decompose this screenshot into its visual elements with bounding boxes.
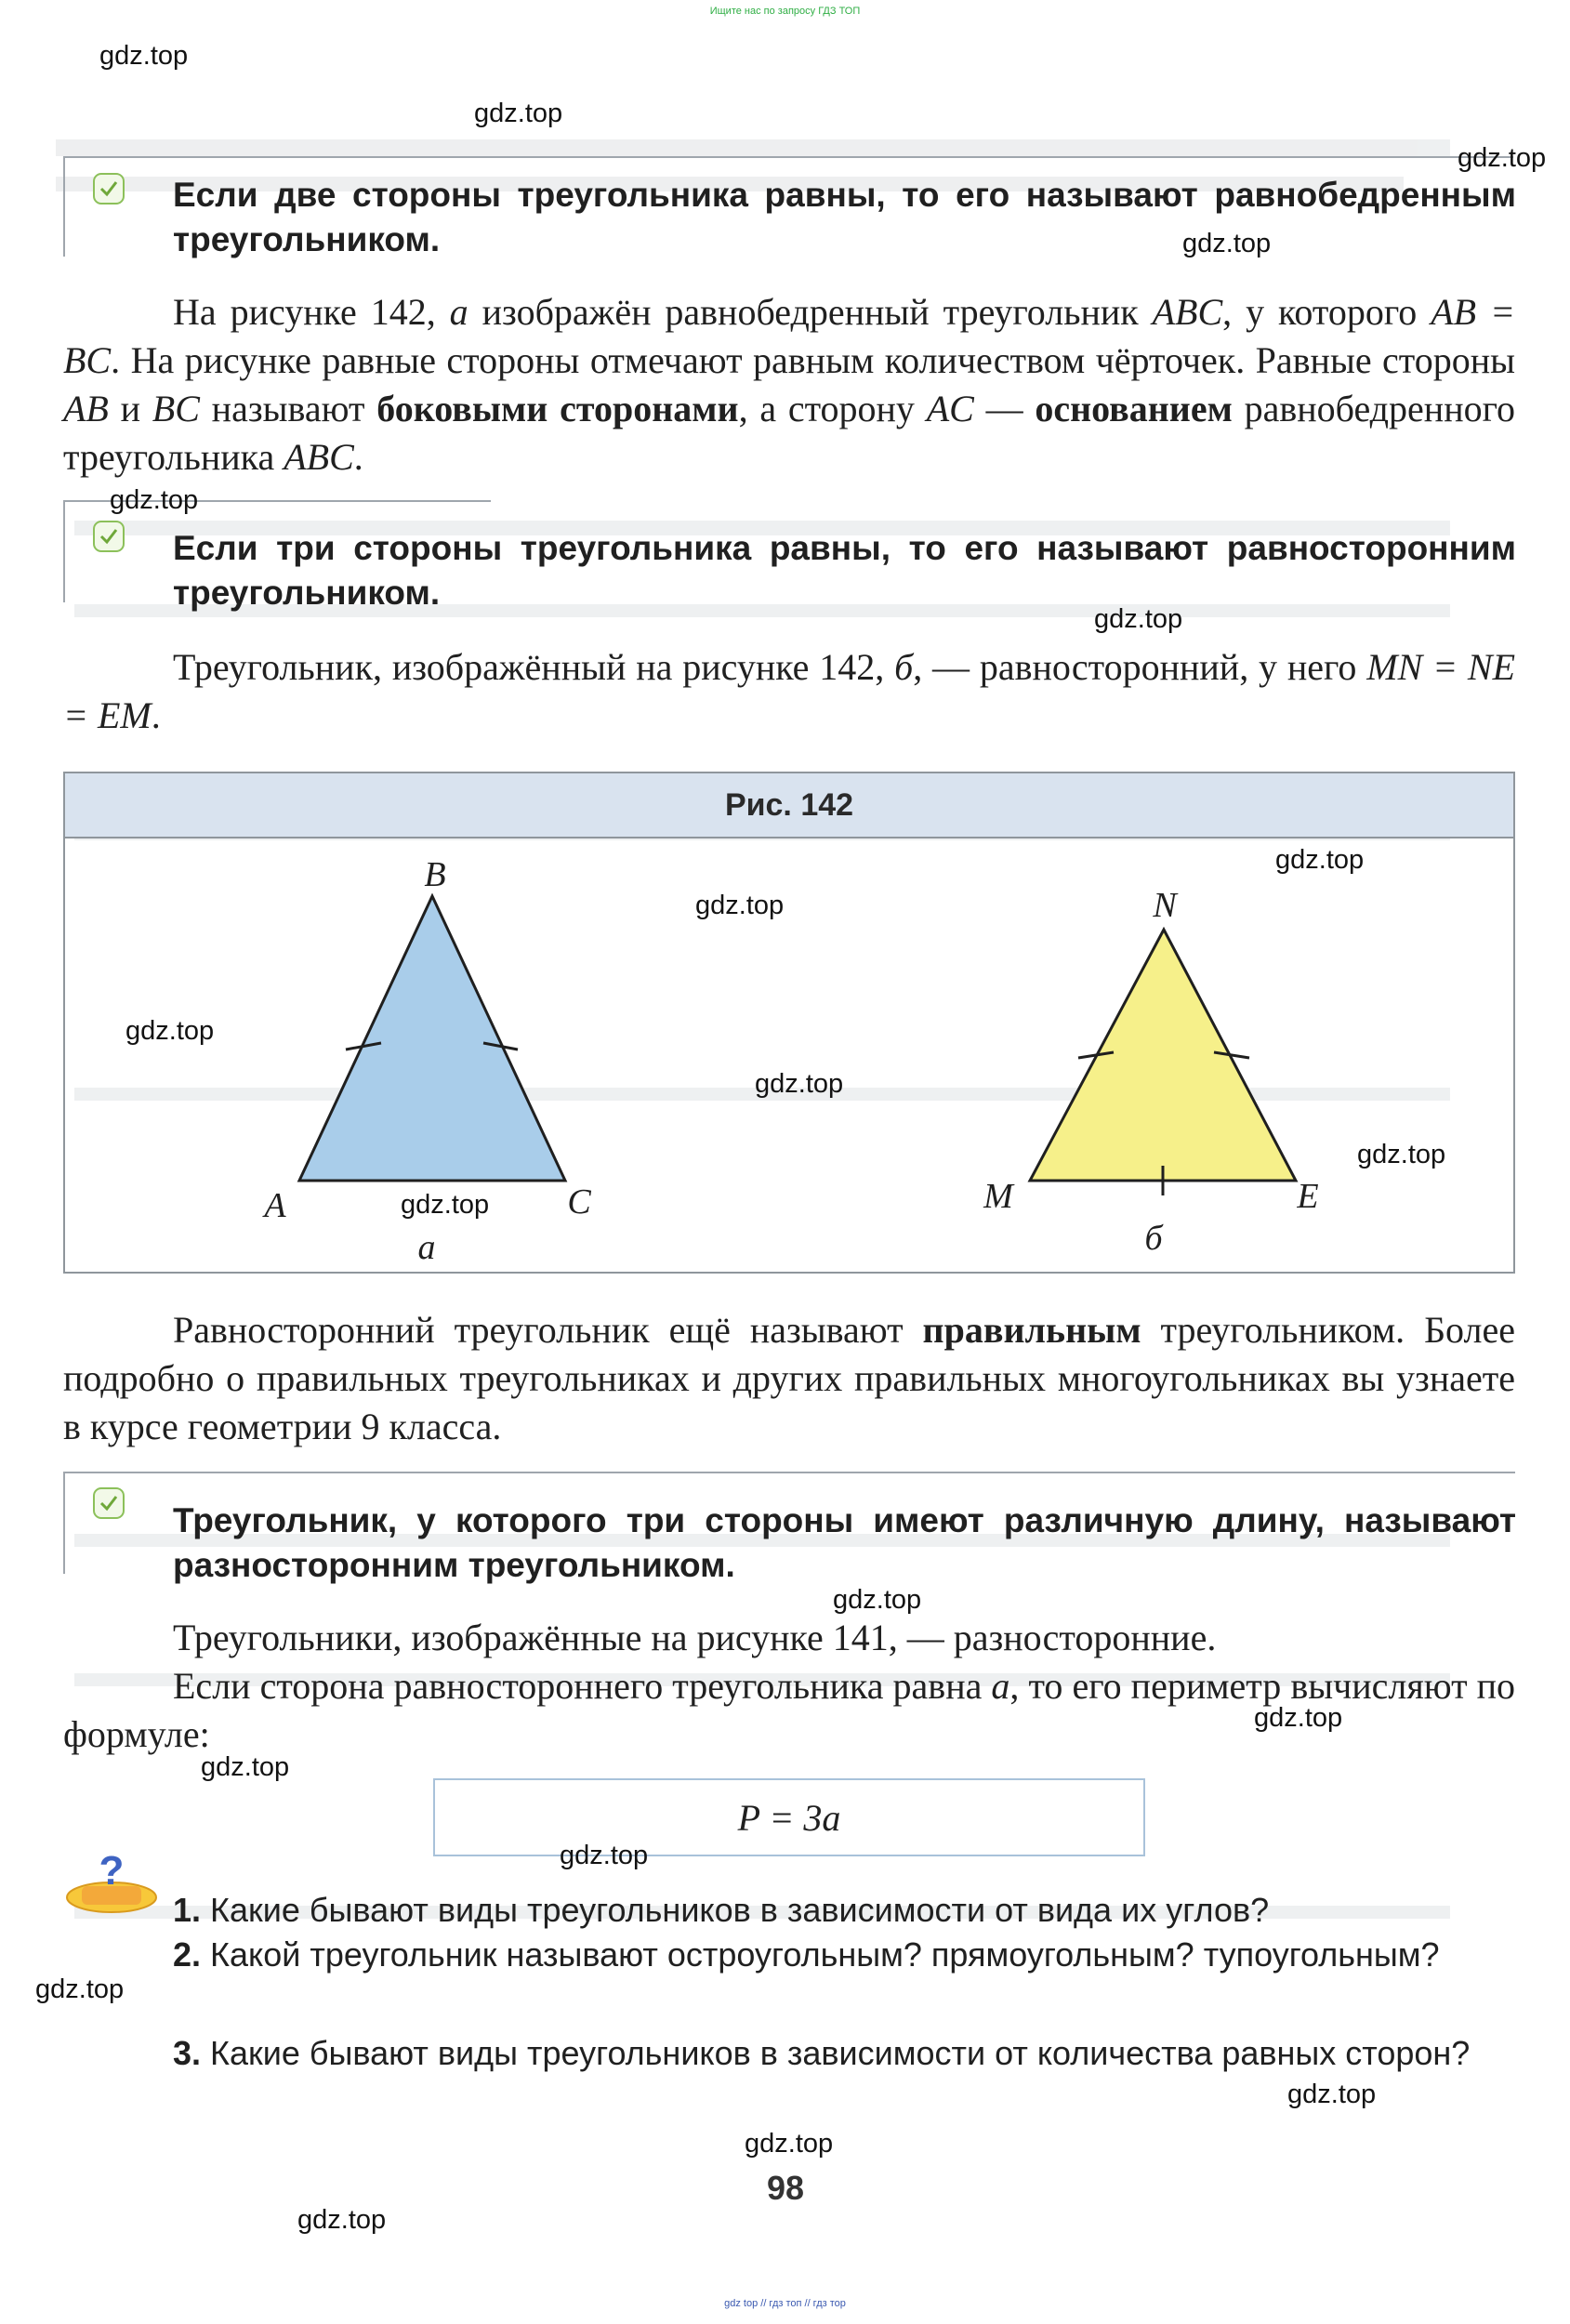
definition-isosceles: Если две стороны треугольника равны, то его называют равнобедренным треугольником.	[173, 176, 1516, 258]
paragraph-regular-triangle: Равносторонний треугольник ещё называют правильным треугольником. Более подробно о правильных треугольниках и других правильных многоугольниках вы узнаете в курсе геометрии 9 класса.	[63, 1309, 1515, 1447]
definition-rule	[63, 156, 1513, 158]
watermark: gdz.top	[1094, 604, 1183, 634]
figure-title: Рис. 142	[65, 773, 1513, 838]
definition-scalene: Треугольник, у которого три стороны имеют различную длину, называют разносторонним треугольником.	[173, 1501, 1516, 1584]
vertex-label-c: C	[567, 1182, 591, 1221]
definition-equilateral: Если три стороны треугольника равны, то его называют равносторонним треугольником.	[173, 529, 1516, 612]
watermark: gdz.top	[201, 1752, 290, 1782]
figure-label-b: б	[1144, 1219, 1163, 1258]
check-icon	[93, 173, 125, 205]
watermark: gdz.top	[1182, 229, 1272, 258]
page-number: 98	[766, 2169, 805, 2207]
vertex-label-e: E	[1297, 1177, 1319, 1216]
vertex-label-b: B	[424, 855, 446, 894]
watermark: gdz.top	[1254, 1703, 1343, 1733]
watermark: gdz.top	[1357, 1140, 1446, 1169]
bottom-notice: gdz top // гдз топ // гдз тор	[724, 2298, 846, 2309]
paragraph-equilateral: Треугольник, изображённый на рисунке 142, б, — равносторонний, у него MN = NE = EM.	[63, 646, 1515, 736]
vertex-label-m: M	[983, 1177, 1013, 1216]
vertex-label-a: A	[264, 1186, 286, 1225]
watermark: gdz.top	[125, 1016, 215, 1046]
formula-perimeter: P = 3a	[433, 1778, 1145, 1856]
definition-rule	[63, 1472, 1515, 1473]
definition-rule-vertical	[63, 500, 65, 602]
definition-rule-vertical	[63, 156, 65, 257]
question-item: 2. Какой треугольник называют остроугольным? прямоугольным? тупоугольным?	[173, 1935, 1440, 1974]
question-item: 1. Какие бывают виды треугольников в зависимости от вида их углов?	[173, 1891, 1270, 1929]
watermark: gdz.top	[1275, 845, 1365, 875]
question-icon	[63, 1855, 162, 1920]
paragraph-perimeter: Если сторона равностороннего треугольника равна a, то его периметр вычисляют по формуле:	[63, 1665, 1516, 1755]
question-item: 3. Какие бывают виды треугольников в зависимости от количества равных сторон?	[173, 2034, 1471, 2072]
watermark: gdz.top	[755, 1069, 844, 1099]
watermark: gdz.top	[99, 41, 189, 71]
watermark: gdz.top	[297, 2205, 387, 2235]
watermark: gdz.top	[1287, 2080, 1377, 2109]
equilateral-triangle	[1030, 930, 1296, 1181]
watermark: gdz.top	[1458, 143, 1547, 173]
watermark: gdz.top	[833, 1585, 922, 1615]
figure-label-a: а	[417, 1228, 436, 1267]
top-notice: Ищите нас по запросу ГДЗ ТОП	[709, 6, 861, 17]
watermark: gdz.top	[745, 2129, 834, 2159]
watermark: gdz.top	[35, 1974, 125, 2004]
figure-142	[65, 838, 1513, 1272]
check-icon	[93, 521, 125, 552]
watermark: gdz.top	[474, 99, 563, 128]
isosceles-triangle	[299, 896, 565, 1181]
watermark: gdz.top	[560, 1841, 649, 1870]
definition-rule-vertical	[63, 1472, 65, 1574]
watermark: gdz.top	[695, 891, 785, 920]
watermark: gdz.top	[110, 485, 199, 515]
paragraph-scalene: Треугольники, изображённые на рисунке 141, — разносторонние.	[173, 1617, 1217, 1658]
vertex-label-n: N	[1153, 886, 1177, 925]
watermark: gdz.top	[401, 1190, 490, 1220]
check-icon	[93, 1487, 125, 1519]
svg-text:?: ?	[99, 1855, 125, 1894]
paragraph-isosceles: На рисунке 142, а изображён равнобедренный треугольник ABC, у которого AB = BC. На рисунке равные стороны отмечают равным количеством чёрточек. Равные стороны AB и BC называют боковыми сторонами, а сторону AC — основанием равнобедренного треугольника ABC.	[63, 291, 1516, 478]
